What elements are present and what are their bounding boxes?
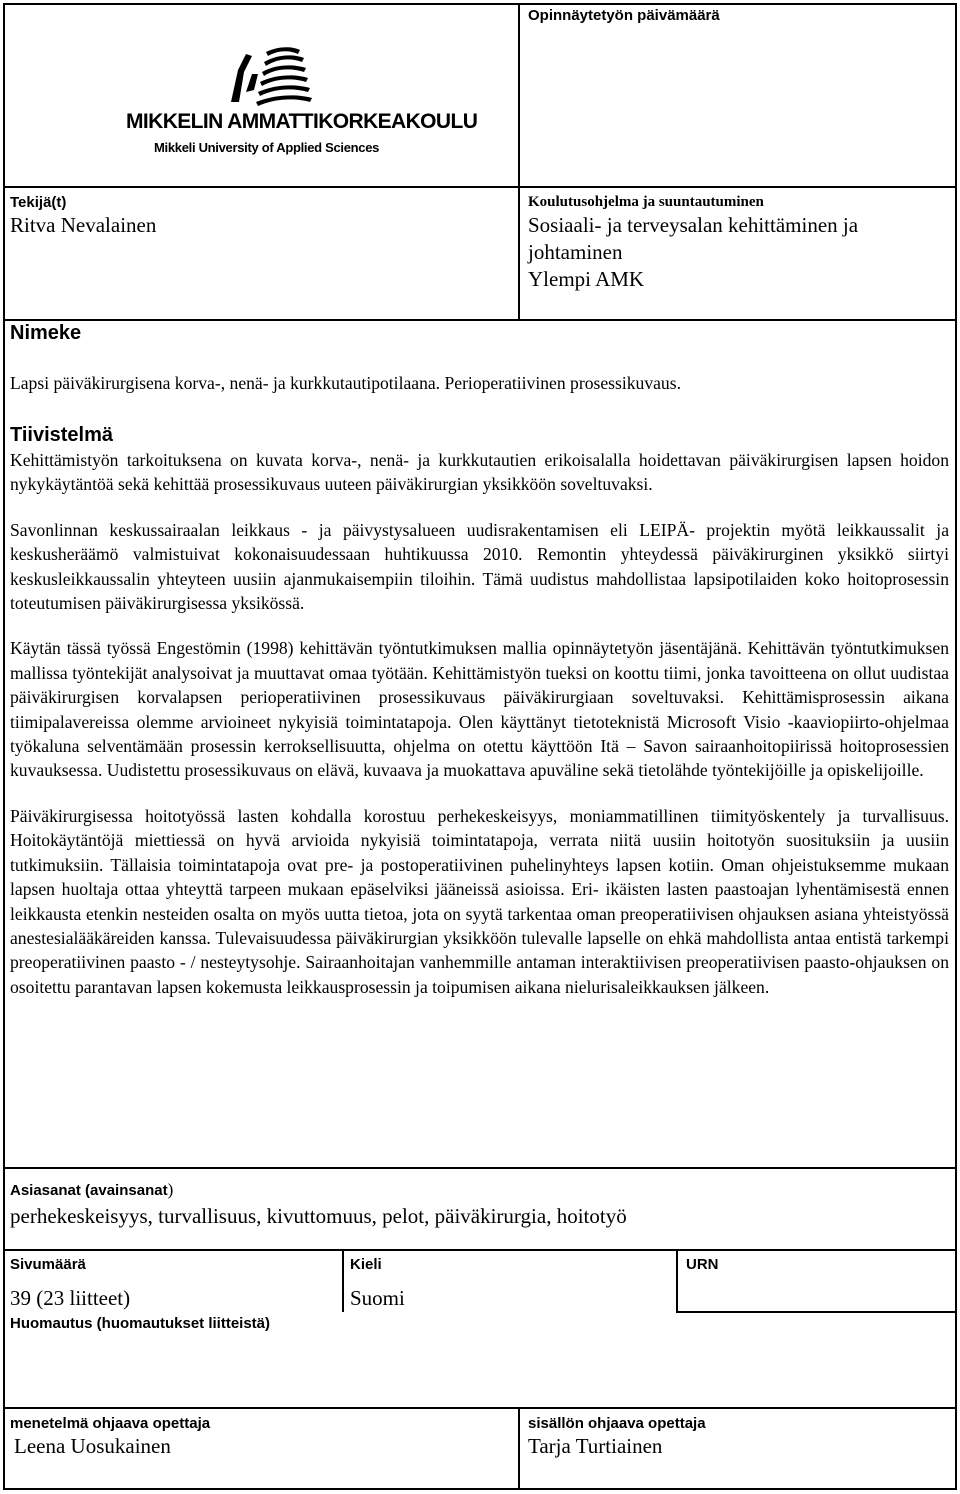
supervisor-divider [518,1407,520,1490]
meta-bottom-rule [676,1311,957,1313]
header-divider [518,3,520,320]
content-supervisor-label: sisällön ohjaava opettaja [528,1415,706,1432]
keywords-bottom-rule [3,1249,957,1251]
keywords-label-paren: ) [167,1180,174,1199]
author-label: Tekijä(t) [10,194,67,211]
keywords-value: perhekeskeisyys, turvallisuus, kivuttomuus, pelot, päiväkirurgia, hoitotyö [10,1204,627,1228]
pages-label: Sivumäärä [10,1256,86,1273]
author-value: Ritva Nevalainen [10,213,157,237]
abstract-bottom-rule [3,1167,957,1169]
logo-mark-icon [126,44,386,114]
language-value: Suomi [350,1286,405,1310]
abstract-paragraph-1: Kehittämistyön tarkoituksena on kuvata korva-, nenä- ja kurkkutautien erikoisalalla hoidettavan päiväkirurgisen lapsen hoidon nykykäytäntöä sekä kehittää prosessikuvaus uuteen päiväkirurgian yksikköön soveltuvaksi. [10,450,949,495]
abstract-paragraph-2: Savonlinnan keskussairaalan leikkaus - ja päivystysalueen uudisrakentamisen eli LEIPÄ- projektin myötä leikkaussalit ja keskusheräämö valmistuivat kokonaisuudessaan huhtikuussa 2010. Remontin yhteydessä päiväkirurginen yksikkö siirtyi keskusleikkaussalin yhteyteen uusiin ajanmukaisempiin tiloihin. Tämä uudistus mahdollistaa lapsipotilaiden koko hoitoprosessin toteutumisen päiväkirurgisessa yksikössä. [10,519,949,614]
abstract-paragraph-4: Päiväkirurgisessa hoitotyössä lasten kohdalla korostuu perhekeskeisyys, moniammatillinen tiimityöskentely ja turvallisuus. Hoitokäytäntöjä miettiessä on hyvä arvioida nykyisiä toimintatapoja, verrata niitä uusiin hoitotyön suosituksiin ja uusiin tutkimuksiin. Tällaisia toimintatapoja ovat pre- ja postoperatiivinen puhelinyhteys lapsen kotiin. Oman ohjeistuksemme mukaan lapsen huoltaja ottaa yhteyttä tarpeen mukaan epäselviksi jääneissä asioissa. Eri- ikäisten lasten paastoajan lyhentämisestä ennen leikkausta etenkin nesteiden osalta on myös uutta tietoa, jota on syytä tarkentaa oman preoperatiivisen ohjauksen asiana yhteistyössä anestesialääkäreiden kanssa. Tulevaisuudessa päiväkirurgian yksikköön tulevalle lapselle on ehkä mahdollista antaa entistä tarkempi preoperatiivinen paasto - / nesteytysohje. Sairaanhoitajan vanhemmille antaman interaktiivisen preoperatiivisen paasto-ohjauksen on osoitettu parantavan lapsen kokemusta leikkausprosessin ja toipumisen aikana nielurisaleikkauksen jälkeen. [10,805,949,997]
method-supervisor-value: Leena Uosukainen [14,1434,171,1458]
meta-divider-1 [342,1249,344,1312]
pages-value: 39 (23 liitteet) [10,1286,131,1310]
keywords-label-row [10,1180,173,1200]
date-label: Opinnäytetyön päivämäärä [528,7,720,24]
abstract-label: Tiivistelmä [10,424,114,446]
logo-subtitle: Mikkeli University of Applied Sciences [154,140,380,155]
programme-line-3: Ylempi AMK [528,267,645,291]
abstract-body [10,448,949,1020]
language-label: Kieli [350,1256,382,1273]
logo [126,44,478,162]
notes-bottom-rule [3,1407,957,1409]
programme-label: Koulutusohjelma ja suuntautuminen [528,194,764,210]
method-supervisor-label: menetelmä ohjaava opettaja [10,1415,211,1432]
content-supervisor-value: Tarja Turtiainen [528,1434,663,1458]
keywords-label: Asiasanat (avainsanat [10,1182,168,1199]
programme-line-1: Sosiaali- ja terveysalan kehittäminen ja [528,213,859,237]
abstract-paragraph-3: Käytän tässä työssä Engestömin (1998) kehittävän työntutkimuksen mallia opinnäytetyön jäsentäjänä. Kehittävän työntutkimuksen mallissa työntekijät analysoivat ja muuttavat omaa työtään. Kehittämistyön tueksi on koottu tiimi, jonka tavoitteena on ollut uudistaa päiväkirurgisen korvalapsen perioperatiivinen prosessikuvaus päiväkirurgiaan soveltuvaksi. Kehittämisprosessin aikana tiimipalavereissa olemme arvioineet nykyisiä toimintatapoja. Olen käyttänyt tietoteknistä Microsoft Visio -kaaviopiirto-ohjelmaa työkaluna selventämään prosessin kerroksellisuutta, ohjelma on otettu käyttöön Itä – Savon sairaanhoitopiirissä hoitoprosessien kuvauksessa. Uudistettu prosessikuvaus on elävä, kuvaava ja muokattava apuväline sekä tietolähde työntekijöille ja opiskelijoille. [10,638,949,781]
notes-label: Huomautus (huomautukset liitteistä) [10,1315,271,1332]
meta-divider-2 [676,1249,678,1312]
logo-name: MIKKELIN AMMATTIKORKEAKOULU [126,110,478,133]
title-value: Lapsi päiväkirurgisena korva-, nenä- ja kurkkutautipotilaana. Perioperatiivinen prosessikuvaus. [10,373,681,393]
programme-line-2: johtaminen [528,240,623,264]
title-label: Nimeke [10,322,82,344]
urn-label: URN [686,1256,719,1273]
header-bottom-rule [3,186,957,188]
programme-bottom-rule [3,319,957,321]
